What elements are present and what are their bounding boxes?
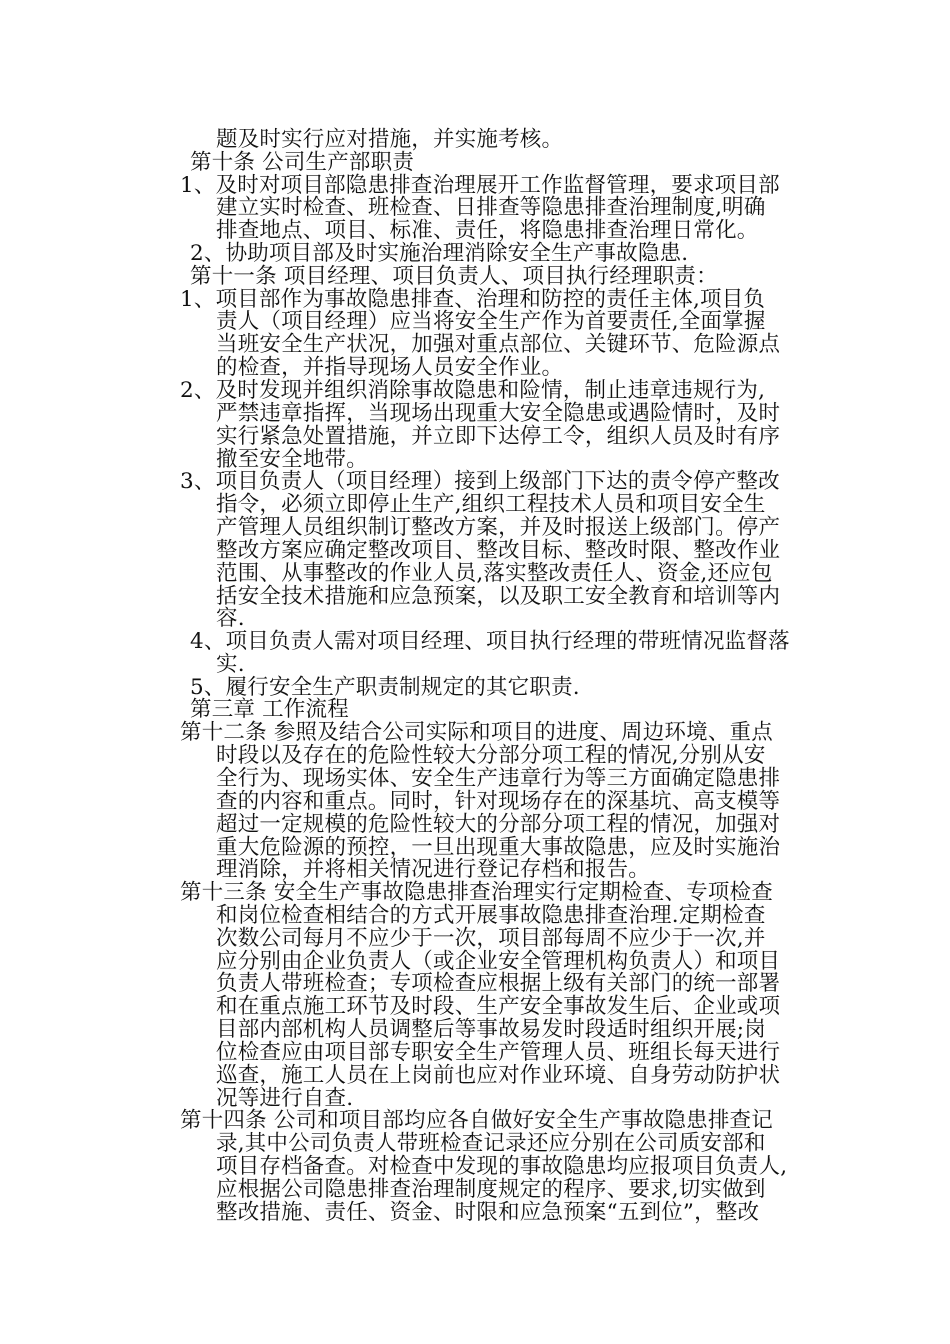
text-line: 括安全技术措施和应急预案，以及职工安全教育和培训等内	[216, 584, 781, 609]
text-line: 责人（项目经理）应当将安全生产作为首要责任,全面掌握	[216, 309, 766, 334]
text-line: 负责人带班检查；专项检查应根据上级有关部门的统一部署	[216, 971, 781, 996]
text-line: 和岗位检查相结合的方式开展事故隐患排查治理.定期检查	[216, 903, 766, 928]
text-line: 理消除，并将相关情况进行登记存档和报告。	[216, 857, 651, 882]
text-line: 查的内容和重点。同时，针对现场存在的深基坑、高支模等	[216, 789, 781, 814]
text-line: 应根据公司隐患排查治理制度规定的程序、要求,切实做到	[216, 1177, 766, 1202]
list-item: 1、项目部作为事故隐患排查、治理和防控的责任主体,项目负	[180, 287, 766, 312]
text-line: 超过一定规模的危险性较大的分部分项工程的情况，加强对	[216, 812, 781, 837]
chapter-heading: 第三章 工作流程	[190, 697, 349, 722]
list-item: 3、项目负责人（项目经理）接到上级部门下达的责令停产整改	[180, 469, 780, 494]
text-line: 目部内部机构人员调整后等事故易发时段适时组织开展;岗	[216, 1017, 766, 1042]
text-line: 次数公司每月不应少于一次，项目部每周不应少于一次,并	[216, 926, 766, 951]
text-line: 指令，必须立即停止生产,组织工程技术人员和项目安全生	[216, 492, 766, 517]
text-line: 产管理人员组织制订整改方案，并及时报送上级部门。停产	[216, 515, 781, 540]
text-line: 建立实时检查、班检查、日排查等隐患排查治理制度,明确	[216, 195, 766, 220]
text-line: 实.	[216, 652, 245, 677]
text-line: 的检查，并指导现场人员安全作业。	[216, 355, 564, 380]
text-line: 当班安全生产状况，加强对重点部位、关键环节、危险源点	[216, 332, 781, 357]
text-line: 时段以及存在的危险性较大分部分项工程的情况,分别从安	[216, 743, 766, 768]
text-line: 容.	[216, 606, 245, 631]
list-item: 4、项目负责人需对项目经理、项目执行经理的带班情况监督落	[190, 629, 790, 654]
text-line: 全行为、现场实体、安全生产违章行为等三方面确定隐患排	[216, 766, 781, 791]
text-line: 应分别由企业负责人（或企业安全管理机构负责人）和项目	[216, 949, 781, 974]
text-line: 和在重点施工环节及时段、生产安全事故发生后、企业或项	[216, 994, 781, 1019]
text-line: 重大危险源的预控，一旦出现重大事故隐患，应及时实施治	[216, 835, 781, 860]
text-line: 况等进行自查.	[216, 1086, 354, 1111]
article-heading: 第十二条 参照及结合公司实际和项目的进度、周边环境、重点	[180, 720, 773, 745]
list-item: 2、及时发现并组织消除事故隐患和险情，制止违章违规行为,	[180, 378, 766, 403]
text-line: 撤至安全地带。	[216, 447, 368, 472]
text-line: 实行紧急处置措施，并立即下达停工令，组织人员及时有序	[216, 424, 781, 449]
text-line: 排查地点、项目、标准、责任，将隐患排查治理日常化。	[216, 218, 759, 243]
article-heading: 第十一条 项目经理、项目负责人、项目执行经理职责：	[190, 264, 718, 289]
article-heading: 第十条 公司生产部职责	[190, 150, 415, 175]
list-item: 5、履行安全生产职责制规定的其它职责.	[190, 675, 580, 700]
list-item: 1、及时对项目部隐患排查治理展开工作监督管理，要求项目部	[180, 173, 780, 198]
list-item: 2、协助项目部及时实施治理消除安全生产事故隐患.	[190, 241, 689, 266]
text-line: 巡查，施工人员在上岗前也应对作业环境、自身劳动防护状	[216, 1063, 781, 1088]
text-line: 位检查应由项目部专职安全生产管理人员、班组长每天进行	[216, 1040, 781, 1065]
text-line: 范围、从事整改的作业人员,落实整改责任人、资金,还应包	[216, 561, 773, 586]
text-line: 整改方案应确定整改项目、整改目标、整改时限、整改作业	[216, 538, 781, 563]
text-line: 项目存档备查。对检查中发现的事故隐患均应报项目负责人,	[216, 1154, 788, 1179]
text-line: 严禁违章指挥，当现场出现重大安全隐患或遇险情时，及时	[216, 401, 781, 426]
text-line: 整改措施、责任、资金、时限和应急预案“五到位”，整改	[216, 1200, 760, 1225]
article-heading: 第十四条 公司和项目部均应各自做好安全生产事故隐患排查记	[180, 1108, 773, 1133]
article-heading: 第十三条 安全生产事故隐患排查治理实行定期检查、专项检查	[180, 880, 773, 905]
text-line: 录,其中公司负责人带班检查记录还应分别在公司质安部和	[216, 1131, 766, 1156]
text-line: 题及时实行应对措施，并实施考核。	[216, 127, 564, 152]
